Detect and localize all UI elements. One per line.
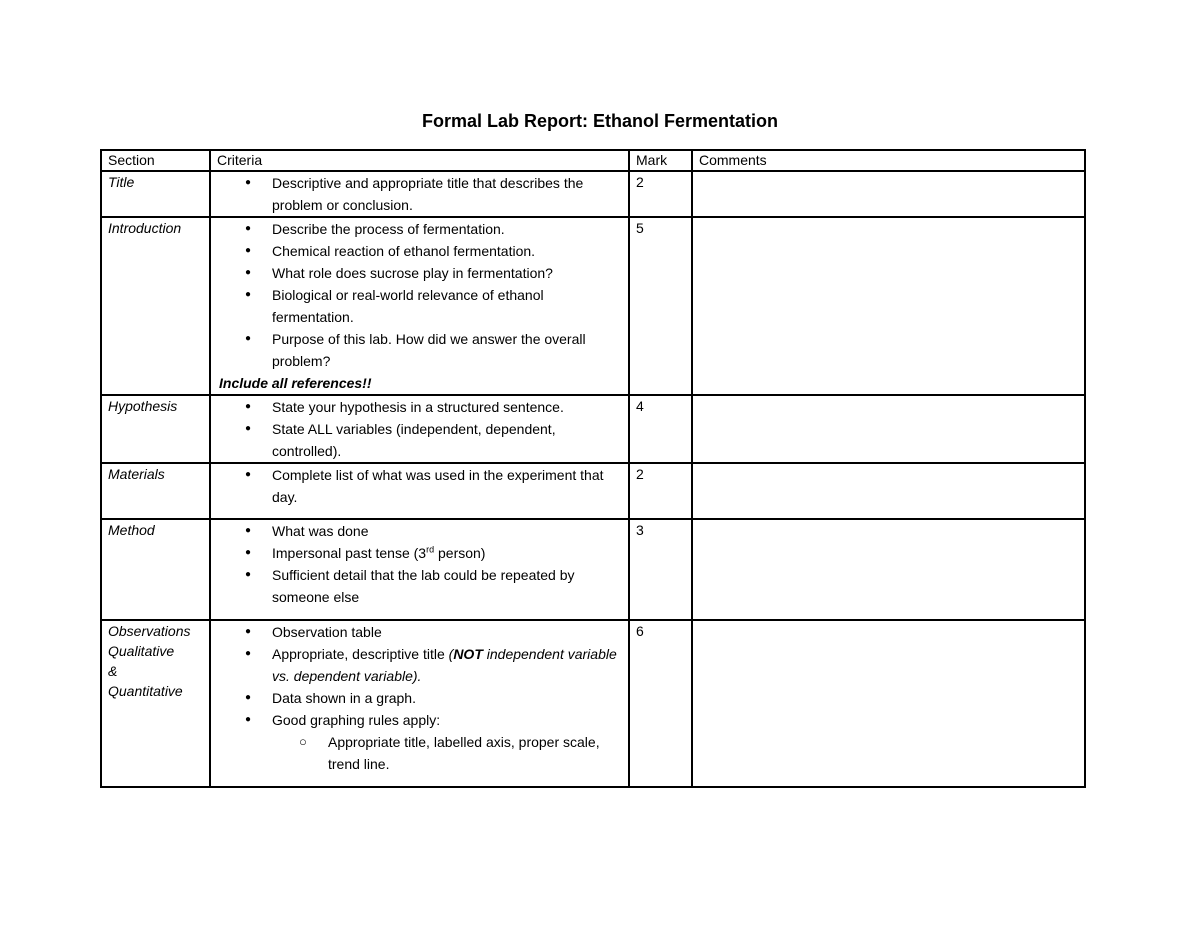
section-cell: Hypothesis (101, 395, 210, 463)
criteria-text-italic: ( (448, 646, 454, 662)
criteria-text-bold-italic: NOT (453, 646, 483, 662)
subcriteria-item: ○ Appropriate title, labelled axis, proper scale, trend line. (272, 731, 622, 775)
header-comments: Comments (692, 150, 1085, 171)
section-line: & (108, 663, 118, 679)
criteria-list (217, 621, 622, 775)
comments-cell[interactable] (692, 395, 1085, 463)
header-criteria: Criteria (210, 150, 629, 171)
comments-cell[interactable] (692, 519, 1085, 620)
mark-cell: 3 (629, 519, 692, 620)
criteria-item: ● Data shown in a graph. (217, 687, 622, 709)
criteria-item: ● Sufficient detail that the lab could be repeated by someone else (217, 564, 622, 608)
mark-cell: 2 (629, 463, 692, 519)
criteria-list (217, 218, 622, 372)
mark-cell: 6 (629, 620, 692, 787)
criteria-cell (210, 620, 629, 787)
criteria-item: ● What was done (217, 520, 622, 542)
section-cell: Introduction (101, 217, 210, 395)
table-row (101, 171, 1085, 217)
criteria-list (217, 520, 622, 608)
criteria-cell (210, 395, 629, 463)
table-row (101, 519, 1085, 620)
section-cell: Materials (101, 463, 210, 519)
criteria-item: ● Purpose of this lab. How did we answer the overall problem? (217, 328, 622, 372)
criteria-text: Impersonal past tense (3 (272, 545, 427, 561)
table-row (101, 395, 1085, 463)
criteria-item: ● Complete list of what was used in the experiment that day. (217, 464, 622, 508)
criteria-cell (210, 171, 629, 217)
criteria-item: ● State ALL variables (independent, dependent, controlled). (217, 418, 622, 462)
table-row (101, 463, 1085, 519)
criteria-list (217, 464, 622, 508)
section-line: Observations (108, 623, 191, 639)
criteria-text-italic: independent variable vs. dependent variable). (272, 646, 617, 684)
criteria-item: ● State your hypothesis in a structured sentence. (217, 396, 622, 418)
criteria-list (217, 172, 622, 216)
criteria-item: ● Biological or real-world relevance of ethanol fermentation. (217, 284, 622, 328)
table-row (101, 217, 1085, 395)
table-row (101, 620, 1085, 787)
criteria-text: person) (434, 545, 486, 561)
comments-cell[interactable] (692, 620, 1085, 787)
criteria-item: ● Chemical reaction of ethanol fermentation. (217, 240, 622, 262)
section-cell: Method (101, 519, 210, 620)
section-cell (101, 620, 210, 787)
header-section: Section (101, 150, 210, 171)
criteria-list (217, 396, 622, 462)
criteria-item (217, 542, 622, 564)
table-header-row (101, 150, 1085, 171)
criteria-item (217, 709, 622, 775)
criteria-item: ● Observation table (217, 621, 622, 643)
mark-cell: 2 (629, 171, 692, 217)
header-mark: Mark (629, 150, 692, 171)
document-title: Formal Lab Report: Ethanol Fermentation (421, 111, 779, 131)
section-line: Quantitative (108, 683, 183, 699)
mark-cell: 4 (629, 395, 692, 463)
criteria-cell (210, 519, 629, 620)
superscript: rd (426, 544, 435, 555)
criteria-cell (210, 217, 629, 395)
criteria-item: ● Descriptive and appropriate title that describes the problem or conclusion. (217, 172, 622, 216)
section-line: Qualitative (108, 643, 175, 659)
criteria-cell (210, 463, 629, 519)
criteria-item: ● What role does sucrose play in fermentation? (217, 262, 622, 284)
criteria-item: ● Describe the process of fermentation. (217, 218, 622, 240)
criteria-text: Good graphing rules apply: (272, 712, 441, 728)
comments-cell[interactable] (692, 217, 1085, 395)
rubric-table (100, 149, 1086, 788)
comments-cell[interactable] (692, 463, 1085, 519)
mark-cell: 5 (629, 217, 692, 395)
subcriteria-list (272, 731, 622, 775)
criteria-item (217, 643, 622, 687)
references-note: Include all references!! (219, 375, 372, 391)
section-cell: Title (101, 171, 210, 217)
comments-cell[interactable] (692, 171, 1085, 217)
criteria-text: Appropriate, descriptive title (272, 646, 449, 662)
